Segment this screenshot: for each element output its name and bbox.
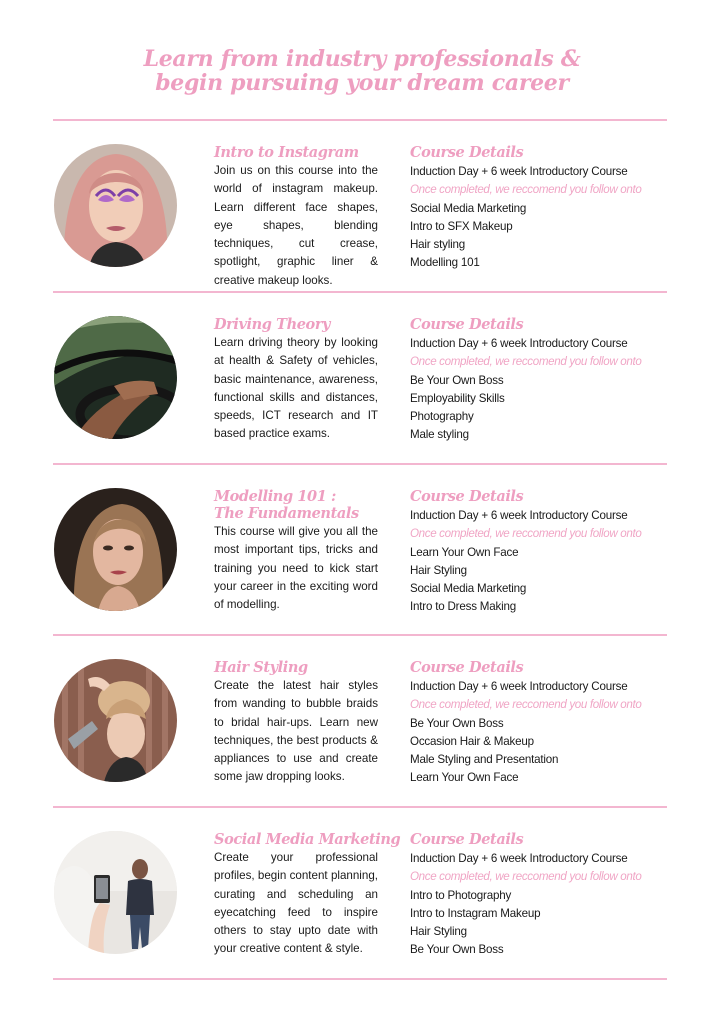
- course-details-list: [410, 507, 680, 617]
- course-row-social-media-marketing: [0, 808, 724, 980]
- model-portrait-illustration: [54, 488, 177, 611]
- makeup-model-illustration: [54, 144, 177, 267]
- next-course-item: Intro to SFX Makeup: [410, 219, 513, 233]
- course-details-heading: Course Details: [410, 488, 524, 505]
- next-course-item: Learn Your Own Face: [410, 771, 519, 785]
- social-media-photo: [54, 831, 177, 954]
- next-course-item: Intro to Instagram Makeup: [410, 906, 541, 920]
- induction-line: Induction Day + 6 week Introductory Course: [410, 509, 628, 522]
- course-description: Join us on this course into the world of instagram makeup. Learn different face shapes, eye shapes, blending techniques, cut crease, spotlight, graphic liner & creative makeup looks.: [214, 164, 378, 287]
- course-description: This course will give you all the most important tips, tricks and training you need to kick start your career in the exciting word of modelling.: [214, 525, 378, 612]
- follow-note: Once completed, we reccomend you follow onto: [410, 527, 642, 541]
- course-title: [214, 144, 378, 161]
- next-course-item: Be Your Own Boss: [410, 373, 504, 387]
- next-course-item: Intro to Photography: [410, 888, 512, 902]
- next-course-item: Intro to Dress Making: [410, 600, 516, 614]
- course-info: [214, 831, 401, 959]
- course-details-heading: Course Details: [410, 831, 524, 848]
- course-description: Create the latest hair styles from wanding to bubble braids to bridal hair-ups. Learn new techniques, the best products & appliances to use and create some jaw dropping looks.: [214, 679, 378, 784]
- next-course-item: Social Media Marketing: [410, 201, 527, 215]
- course-title-line: Driving Theory: [214, 316, 331, 333]
- phone-photography-illustration: [54, 831, 177, 954]
- course-details-list: [410, 163, 680, 273]
- induction-line: Induction Day + 6 week Introductory Course: [410, 852, 628, 865]
- hair-styling-illustration: [54, 659, 177, 782]
- next-course-item: Employability Skills: [410, 391, 505, 405]
- follow-note: Once completed, we reccomend you follow onto: [410, 355, 642, 369]
- course-details-heading: Course Details: [410, 659, 524, 676]
- course-row-driving-theory: [0, 293, 724, 465]
- next-course-item: Hair Styling: [410, 925, 467, 939]
- course-details: [410, 488, 680, 617]
- course-details-heading: Course Details: [410, 144, 524, 161]
- next-course-item: Be Your Own Boss: [410, 943, 504, 957]
- next-course-item: Modelling 101: [410, 256, 480, 270]
- course-details: [410, 659, 680, 788]
- course-info: [214, 488, 378, 614]
- next-course-item: Occasion Hair & Makeup: [410, 734, 534, 748]
- course-title: [214, 316, 378, 333]
- course-title-line: Hair Styling: [214, 659, 308, 676]
- driving-photo: [54, 316, 177, 439]
- steering-wheel-hands-illustration: [54, 316, 177, 439]
- course-details-list: [410, 850, 680, 960]
- hair-styling-photo: [54, 659, 177, 782]
- headline-line-2: begin pursuing your dream career: [155, 70, 569, 96]
- course-title: [214, 488, 378, 522]
- divider: [53, 978, 667, 980]
- course-description: Learn driving theory by looking at health & Safety of vehicles, basic maintenance, awareness, functional skills and distances, speeds, ICT research and IT based practice exams.: [214, 336, 378, 441]
- follow-note: Once completed, we reccomend you follow onto: [410, 698, 642, 712]
- induction-line: Induction Day + 6 week Introductory Course: [410, 680, 628, 693]
- course-title-line: Modelling 101 :: [214, 488, 337, 505]
- course-details: [410, 831, 680, 960]
- course-title-line: Intro to Instagram: [214, 144, 359, 161]
- headline-line-1: Learn from industry professionals &: [143, 46, 581, 72]
- follow-note: Once completed, we reccomend you follow onto: [410, 183, 642, 197]
- model-portrait-photo: [54, 488, 177, 611]
- next-course-item: Hair styling: [410, 238, 465, 252]
- course-info: [214, 316, 378, 444]
- induction-line: Induction Day + 6 week Introductory Course: [410, 165, 628, 178]
- next-course-item: Male Styling and Presentation: [410, 753, 559, 767]
- course-row-hair-styling: [0, 636, 724, 808]
- course-details: [410, 316, 680, 445]
- course-details: [410, 144, 680, 273]
- next-course-item: Social Media Marketing: [410, 582, 527, 596]
- next-course-item: Learn Your Own Face: [410, 545, 519, 559]
- next-course-item: Photography: [410, 410, 474, 424]
- course-info: [214, 659, 378, 787]
- next-course-item: Male styling: [410, 428, 469, 442]
- course-details-heading: Course Details: [410, 316, 524, 333]
- page-headline: [0, 47, 724, 95]
- course-info: [214, 144, 378, 290]
- course-title: [214, 831, 401, 848]
- induction-line: Induction Day + 6 week Introductory Course: [410, 337, 628, 350]
- course-title-line: The Fundamentals: [214, 505, 359, 522]
- next-course-item: Hair Styling: [410, 563, 467, 577]
- course-title-line: Social Media Marketing: [214, 831, 401, 848]
- course-row-intro-to-instagram: [0, 121, 724, 293]
- course-description: Create your professional profiles, begin content planning, curating and scheduling an eyecatching feed to inspire others to stay upto date with your creative content & style.: [214, 851, 378, 956]
- course-details-list: [410, 678, 680, 788]
- course-title: [214, 659, 378, 676]
- course-row-modelling-101: [0, 465, 724, 637]
- follow-note: Once completed, we reccomend you follow onto: [410, 870, 642, 884]
- next-course-item: Be Your Own Boss: [410, 716, 504, 730]
- course-details-list: [410, 335, 680, 445]
- makeup-model-photo: [54, 144, 177, 267]
